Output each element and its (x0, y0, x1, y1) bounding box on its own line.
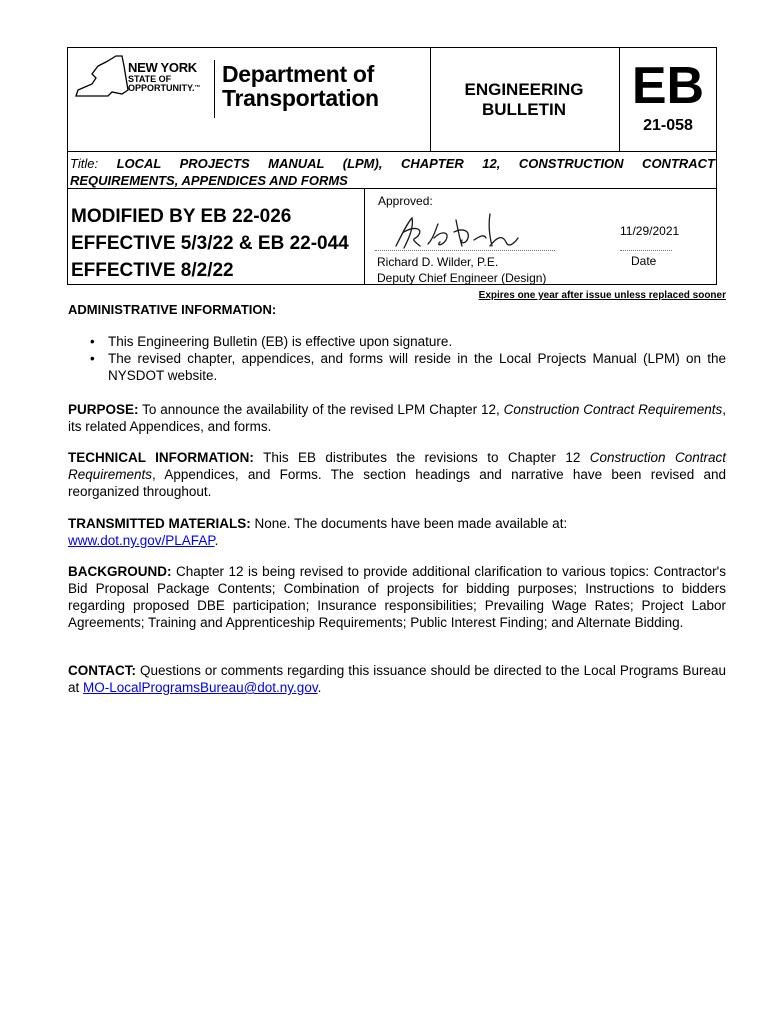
bullet-icon: • (90, 334, 95, 349)
trademark-symbol: ™ (194, 85, 201, 91)
doc-type: ENGINEERING BULLETIN (464, 80, 584, 119)
contact-label: CONTACT: (68, 663, 136, 678)
ny-logo-text: NEW YORK (128, 60, 197, 75)
purpose-section: PURPOSE: To announce the availability of the revised LPM Chapter 12, Construction Contract Requirements, its related Appendices, and forms. (68, 402, 726, 434)
admin-heading: ADMINISTRATIVE INFORMATION: (68, 302, 277, 317)
transmitted-section: TRANSMITTED MATERIALS: None. The documents have been made available at: www.dot.ny.gov/PLAFAP. (68, 516, 568, 548)
date-label: Date (631, 254, 657, 268)
ny-logo-tagline: STATE OF OPPORTUNITY.™ (128, 74, 201, 93)
signature-icon (390, 208, 525, 256)
logo-divider (214, 60, 215, 118)
background-section: BACKGROUND: Chapter 12 is being revised to provide additional clarification to various topics: Contractor's Bid Proposal Package Contents; Combination of projects for bidding purposes; Instructions to bidders regarding proposed DBE participation; Insurance responsibilities; Prevailing Wage Rates; Project Labor Agreements; Training and Apprenticeship Requirements; Public Interest Finding; and Alternate Bidding. (68, 564, 726, 630)
department-name: Department of Transportation (222, 61, 379, 111)
contact-email-link[interactable]: MO-LocalProgramsBureau@dot.ny.gov (83, 680, 318, 695)
transmitted-label: TRANSMITTED MATERIALS: (68, 516, 251, 531)
signer-name: Richard D. Wilder, P.E. (377, 255, 499, 269)
date-line (620, 250, 672, 251)
approved-label: Approved: (378, 194, 433, 208)
list-item: • The revised chapter, appendices, and forms will reside in the Local Projects Manual (LPM) on the NYSDOT website. (90, 351, 726, 383)
bulletin-number: 21-058 (643, 117, 693, 134)
signer-title: Deputy Chief Engineer (Design) (377, 271, 547, 285)
signature-line (375, 250, 555, 251)
bulletin-code: EB (631, 57, 705, 115)
title-line-2: REQUIREMENTS, APPENDICES AND FORMS (70, 173, 348, 188)
background-label: BACKGROUND: (68, 564, 172, 579)
ny-state-map-icon (72, 52, 132, 100)
contact-section: CONTACT: Questions or comments regarding this issuance should be directed to the Local Programs Bureau at MO-LocalProgramsBureau@dot.ny.gov. (68, 663, 726, 695)
list-item: • This Engineering Bulletin (EB) is effective upon signature. (90, 334, 453, 349)
approval-date: 11/29/2021 (620, 224, 680, 238)
admin-bullet-list (90, 333, 726, 384)
expiration-note: Expires one year after issue unless replaced sooner (478, 290, 726, 301)
technical-section: TECHNICAL INFORMATION: This EB distributes the revisions to Chapter 12 Construction Contract Requirements, Appendices, and Forms. The section headings and narrative have been revised and reorganized throughout. (68, 450, 727, 499)
bullet-icon: • (90, 351, 95, 366)
title-line-1 (70, 155, 715, 172)
modified-notice: MODIFIED BY EB 22-026 EFFECTIVE 5/3/22 & EB 22-044 EFFECTIVE 8/2/22 (71, 206, 349, 281)
signer-block (377, 254, 546, 286)
title-label: Title: (70, 156, 99, 171)
title-text-1: LOCAL PROJECTS MANUAL (LPM), CHAPTER 12, CONSTRUCTION CONTRACT (116, 156, 715, 171)
purpose-label: PURPOSE: (68, 402, 139, 417)
technical-label: TECHNICAL INFORMATION: (68, 450, 254, 465)
plafap-link[interactable]: www.dot.ny.gov/PLAFAP (68, 533, 215, 548)
